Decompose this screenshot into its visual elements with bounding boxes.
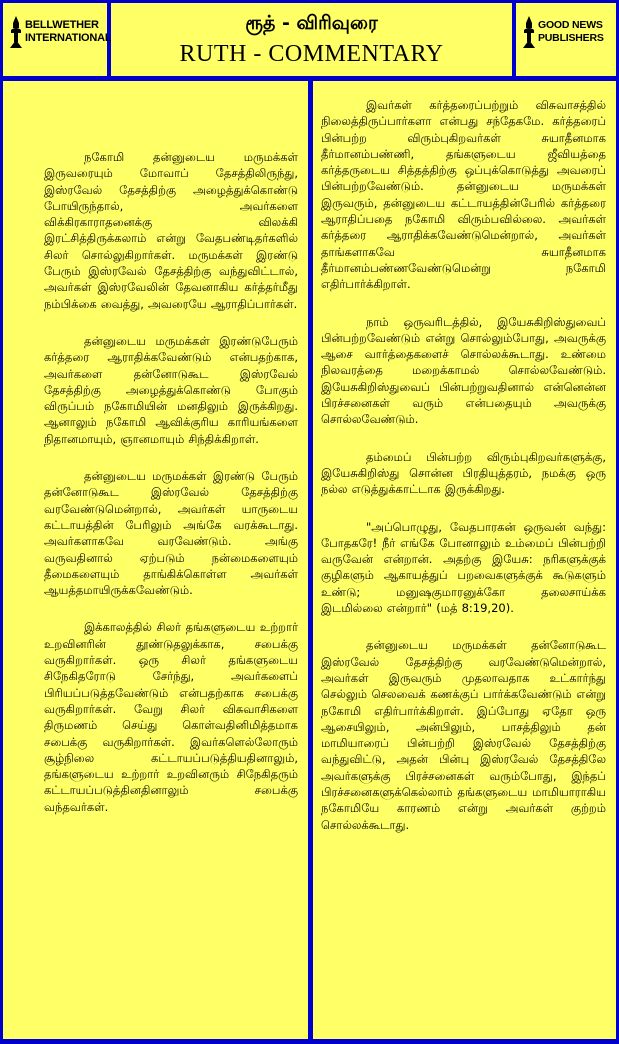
title-cell [111, 3, 512, 76]
paragraph: நகோமி தன்னுடைய மருமக்கள் இருவரையும் மோவாப் தேசத்திலிருந்து, இஸ்ரவேல் தேசத்திற்கு அழைத்துக்கொண்டு போயிருந்தால், அவர்களை விக்கிரகாராதனைக்கு விலக்கி இரட்சித்திருக்கலாம் என்று வேதபண்டிதர்களில் சிலர் சொல்லுகிறார்கள். மருமக்கள் இரண்டு பேரும் இஸ்ரவேல் தேசத்திற்கு வந்துவிட்டால், அவர்கள் இஸ்ரவேலின் தேவனாகிய கர்த்தர்மீது நம்பிக்கை வைத்து, அவரையே ஆராதிப்பார்கள். [44, 150, 298, 311]
right-logo-line-1: GOOD NEWS [538, 19, 603, 31]
paragraph: இவர்கள் கர்த்தரைப்பற்றும் விசுவாசத்தில் நிலைத்திருப்பார்களா என்பது சந்தேகமே. கர்த்தரைப் பின்பற்ற விரும்புகிறவர்கள் சுயாதீனமாக தீர்மானம்பண்ணி, தங்களுடைய ஜீவியத்தை கர்த்தருடைய சித்தத்திற்கு ஒப்புக்கொடுத்து அவரைப் பின்பற்றவேண்டும். தன்னுடைய மருமக்கள் இருவரும், தன்னுடைய கட்டாயத்தின்பேரில் கர்த்தரை ஆராதிப்பதை நகோமி விரும்பவில்லை. அவர்கள் கர்த்தரை ஆராதிக்கவேண்டுமென்றால், அவர்கள் தாங்களாகவே சுயாதீனமாக தீர்மானம்பண்ணவேண்டுமென்று நகோமி எதிர்பார்க்கிறாள். [321, 98, 606, 292]
paragraph: இக்காலத்தில் சிலர் தங்களுடைய உற்றார் உறவினரின் தூண்டுதலுக்காக, சபைக்கு வருகிறார்கள். ஒரு சிலர் தங்களுடைய சிநேகிதரோடு சேர்ந்து, அவர்களைப் பிரியப்படுத்தவேண்டும் என்பதற்காக சபைக்கு வருகிறார்கள். வேறு சிலர் விசுவாசிகளை திருமணம் செய்து கொள்வதினிமித்தமாக சபைக்கு வருகிறார்கள். இவர்களெல்லோரும் சூழ்நிலை கட்டாயப்படுத்தியதினாலும், தங்களுடைய உற்றார் உறவினரும் சிநேகிதரும் கட்டாயப்படுத்தினதினாலும் சபைக்கு வந்தவர்கள். [44, 620, 298, 814]
good-news-logo [522, 15, 604, 49]
header-bar [3, 3, 616, 76]
english-title: RUTH - COMMENTARY [179, 41, 444, 67]
right-logo-cell [516, 3, 616, 76]
paragraph: தன்னுடைய மருமக்கள் தன்னோடுகூட இஸ்ரவேல் தேசத்திற்கு வரவேண்டுமென்றால், அவர்கள் இருவரும் முதலாவதாக உட்கார்ந்து செல்லும் செலவைக் கணக்குப் பார்க்கவேண்டும் என்று நகோமி எதிர்பார்க்கிறாள். இப்போது ஏதோ ஒரு ஆசையிலும், அன்பிலும், பாசத்திலும் தன் மாமியாரைப் பின்பற்றி இஸ்ரவேல் தேசத்திற்கு வந்துவிட்டு, அதன் பின்பு இஸ்ரவேல் தேசத்திலே அவர்களுக்கு பிரச்சனைகள் வரும்போது, இந்தப் பிரச்சனைகளுக்கெல்லாம் தங்களுடைய மாமியாராகிய நகோமியே காரணம் என்று அவர்கள் குற்றம் சொல்லக்கூடாது. [321, 638, 606, 832]
left-logo-line-2: INTERNATIONAL [25, 32, 112, 44]
left-logo-cell [3, 3, 112, 76]
good-news-logo-icon [522, 15, 536, 49]
bellwether-logo [9, 15, 111, 49]
left-logo-line-1: BELLWETHER [25, 19, 99, 31]
right-logo-line-2: PUBLISHERS [538, 32, 604, 44]
scripture-quote: "அப்பொழுது, வேதபாரகன் ஒருவன் வந்து: போதகரே! நீர் எங்கே போனாலும் உம்மைப் பின்பற்றி வருவேன் என்றான். அதற்கு இயேசு: நரிகளுக்குக் குழிகளும் ஆகாயத்துப் பறவைகளுக்குக் கூடுகளும் உண்டு; மனுஷகுமாரனுக்கோ தலைசாய்க்க இடமில்லை என்றார்" (மத் 8:19,20). [321, 519, 606, 616]
right-column [313, 81, 616, 1039]
bellwether-logo-icon [9, 15, 23, 49]
tamil-title: ரூத் - விரிவுரை [245, 12, 378, 34]
paragraph: தன்னுடைய மருமக்கள் இரண்டு பேரும் தன்னோடுகூட இஸ்ரவேல் தேசத்திற்கு வரவேண்டுமென்றால், அவர்கள் யாருடைய கட்டாயத்தின் பேரிலும் அங்கே வரக்கூடாது. அவர்களாகவே வரவேண்டும். அங்கு வருவதினால் ஏற்படும் நன்மைகளையும் தீமைகளையும் தாங்கிக்கொள்ள அவர்கள் ஆயத்தமாயிருக்கவேண்டும். [44, 469, 298, 598]
paragraph: தன்னுடைய மருமக்கள் இரண்டுபேரும் கர்த்தரை ஆராதிக்கவேண்டும் என்பதற்காக, அவர்களை தன்னோடுகூட இஸ்ரவேல் தேசத்திற்கு அழைத்துக்கொண்டு போகும் விருப்பம் நகோமியின் மனதிலும் இருக்கிறது. ஆனாலும் நகோமி ஆவிக்குரிய காரியங்களை நிதானமாயும், ஞானமாயும் சிந்திக்கிறாள். [44, 333, 298, 446]
paragraph: தம்மைப் பின்பற்ற விரும்புகிறவர்களுக்கு, இயேசுகிறிஸ்து சொன்ன பிரதியுத்தரம், நமக்கு ஒரு நல்ல எடுத்துக்காட்டாக இருக்கிறது. [321, 449, 606, 497]
paragraph: நாம் ஒருவரிடத்தில், இயேசுகிறிஸ்துவைப் பின்பற்றவேண்டும் என்று சொல்லும்போது, அவருக்கு ஆசை வார்த்தைகளைச் சொல்லக்கூடாது. உண்மை நிலவரத்தை மறைக்காமல் சொல்லவேண்டும். இயேசுகிறிஸ்துவைப் பின்பற்றுவதினால் என்னென்ன பிரச்சனைகள் வரும் என்பதையும் அவருக்கு சொல்லவேண்டும். [321, 314, 606, 427]
left-column [3, 81, 308, 1039]
